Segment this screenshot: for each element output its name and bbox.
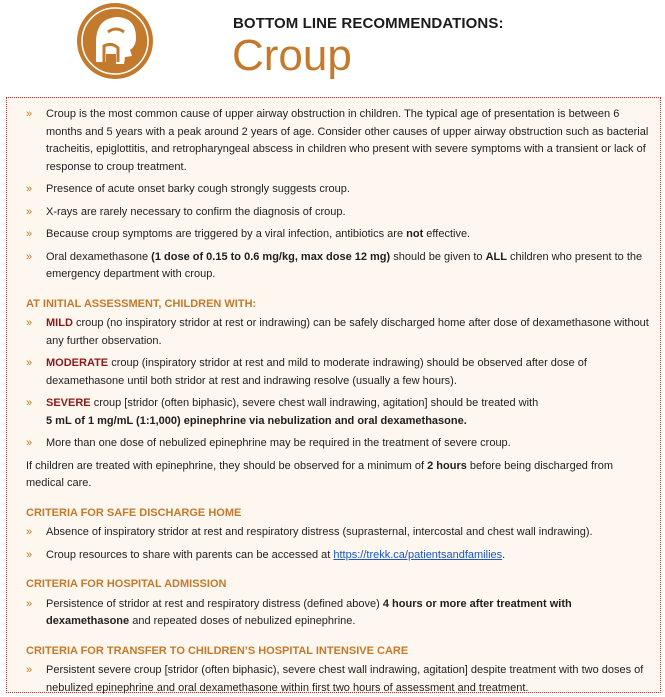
item-text: Croup resources to share with parents can be accessed at (46, 548, 334, 561)
observation-note (26, 458, 652, 493)
header-subtitle: BOTTOM LINE RECOMMENDATIONS: (233, 15, 504, 32)
note-text: before being discharged from medical care. (26, 459, 613, 489)
item-text: croup (no inspiratory stridor at rest or indrawing) can be safely discharged home after dose of dexamethasone without any further observation. (46, 317, 649, 347)
item-text: and repeated doses of nebulized epinephrine. (129, 615, 356, 627)
list-item (26, 395, 652, 430)
list-item (26, 355, 652, 390)
item-text: Absence of inspiratory stridor at rest and respiratory distress (suprasternal, intercostal and chest wall indrawing). (46, 526, 593, 538)
item-text: Persistence of stridor at rest and respiratory distress (defined above) (46, 597, 383, 610)
note-text: If children are treated with epinephrine, they should be observed for a minimum of (26, 459, 428, 472)
intro-text: Croup is the most common cause of upper airway obstruction in children. The typical age of presentation is between 6 months and 5 years with a peak around 2 years of age. Consider other causes of upper airway obstruction such as bacterial tracheitis, epiglottitis, and retropharyngeal abscess in children who present with severe symptoms with a transient or lack of response to croup treatment. (46, 108, 649, 173)
intro-text: X-rays are rarely necessary to confirm the diagnosis of croup. (46, 205, 346, 218)
item-text: More than one dose of nebulized epinephrine may be required in the treatment of severe croup. (46, 437, 511, 449)
item-text: croup (inspiratory stridor at rest and mild to moderate indrawing) should be observed after dose of dexamethasone until both stridor at rest and indrawing resolve (usually a few hours). (46, 357, 587, 387)
list-item (26, 435, 652, 453)
list-item (26, 662, 652, 697)
list-item (26, 106, 652, 176)
emphasis-text: 4 hours or more after treatment with dexamethasone (46, 597, 572, 627)
intro-text: Oral dexamethasone (46, 250, 152, 263)
list-item (26, 547, 652, 565)
section-heading-initial: AT INITIAL ASSESSMENT, CHILDREN WITH: (26, 297, 257, 310)
emphasis-text: 2 hours (427, 459, 467, 472)
list-item (26, 249, 652, 284)
header (0, 0, 665, 96)
list-item (26, 524, 652, 542)
intro-text: Because croup symptoms are triggered by a viral infection, antibiotics are (46, 228, 407, 240)
intro-text: effective. (423, 228, 471, 240)
severity-label-severe: SEVERE (46, 397, 91, 409)
dose-text: 5 mL of 1 mg/mL (1:1,000) epinephrine via nebulization and oral dexamethasone. (46, 414, 467, 427)
section-heading-transfer: CRITERIA FOR TRANSFER TO CHILDREN’S HOSPITAL INTENSIVE CARE (26, 644, 409, 657)
list-item (26, 596, 652, 631)
severity-label-moderate: MODERATE (46, 357, 109, 369)
list-item (26, 181, 652, 199)
child-airway-logo-icon (76, 2, 154, 80)
item-text: croup [stridor (often biphasic), severe chest wall indrawing, agitation] should be treated with (90, 397, 539, 409)
item-text: . (502, 548, 506, 561)
emphasis-text: ALL (485, 250, 507, 263)
emphasis-text: not (406, 228, 424, 240)
intro-text: should be given to (390, 250, 486, 263)
section-heading-discharge: CRITERIA FOR SAFE DISCHARGE HOME (26, 506, 242, 519)
item-text: Persistent severe croup [stridor (often biphasic), severe chest wall indrawing, agitation] despite treatment with two doses of nebulized epinephrine and oral dexamethasone within first two hours of assessment and treatment. (46, 664, 644, 694)
recommendations-panel (6, 97, 661, 693)
page-title: Croup (232, 31, 352, 80)
list-item (26, 226, 652, 244)
intro-text: Presence of acute onset barky cough strongly suggests croup. (46, 183, 350, 195)
dose-text: (1 dose of 0.15 to 0.6 mg/kg, max dose 12 mg) (151, 250, 391, 263)
section-heading-admission: CRITERIA FOR HOSPITAL ADMISSION (26, 578, 227, 590)
severity-label-mild: MILD (46, 317, 73, 329)
list-item (26, 204, 652, 222)
patients-families-link[interactable]: https://trekk.ca/patientsandfamilies (333, 548, 503, 561)
intro-text: children who present to the emergency department with croup. (46, 250, 643, 280)
list-item (26, 315, 652, 350)
